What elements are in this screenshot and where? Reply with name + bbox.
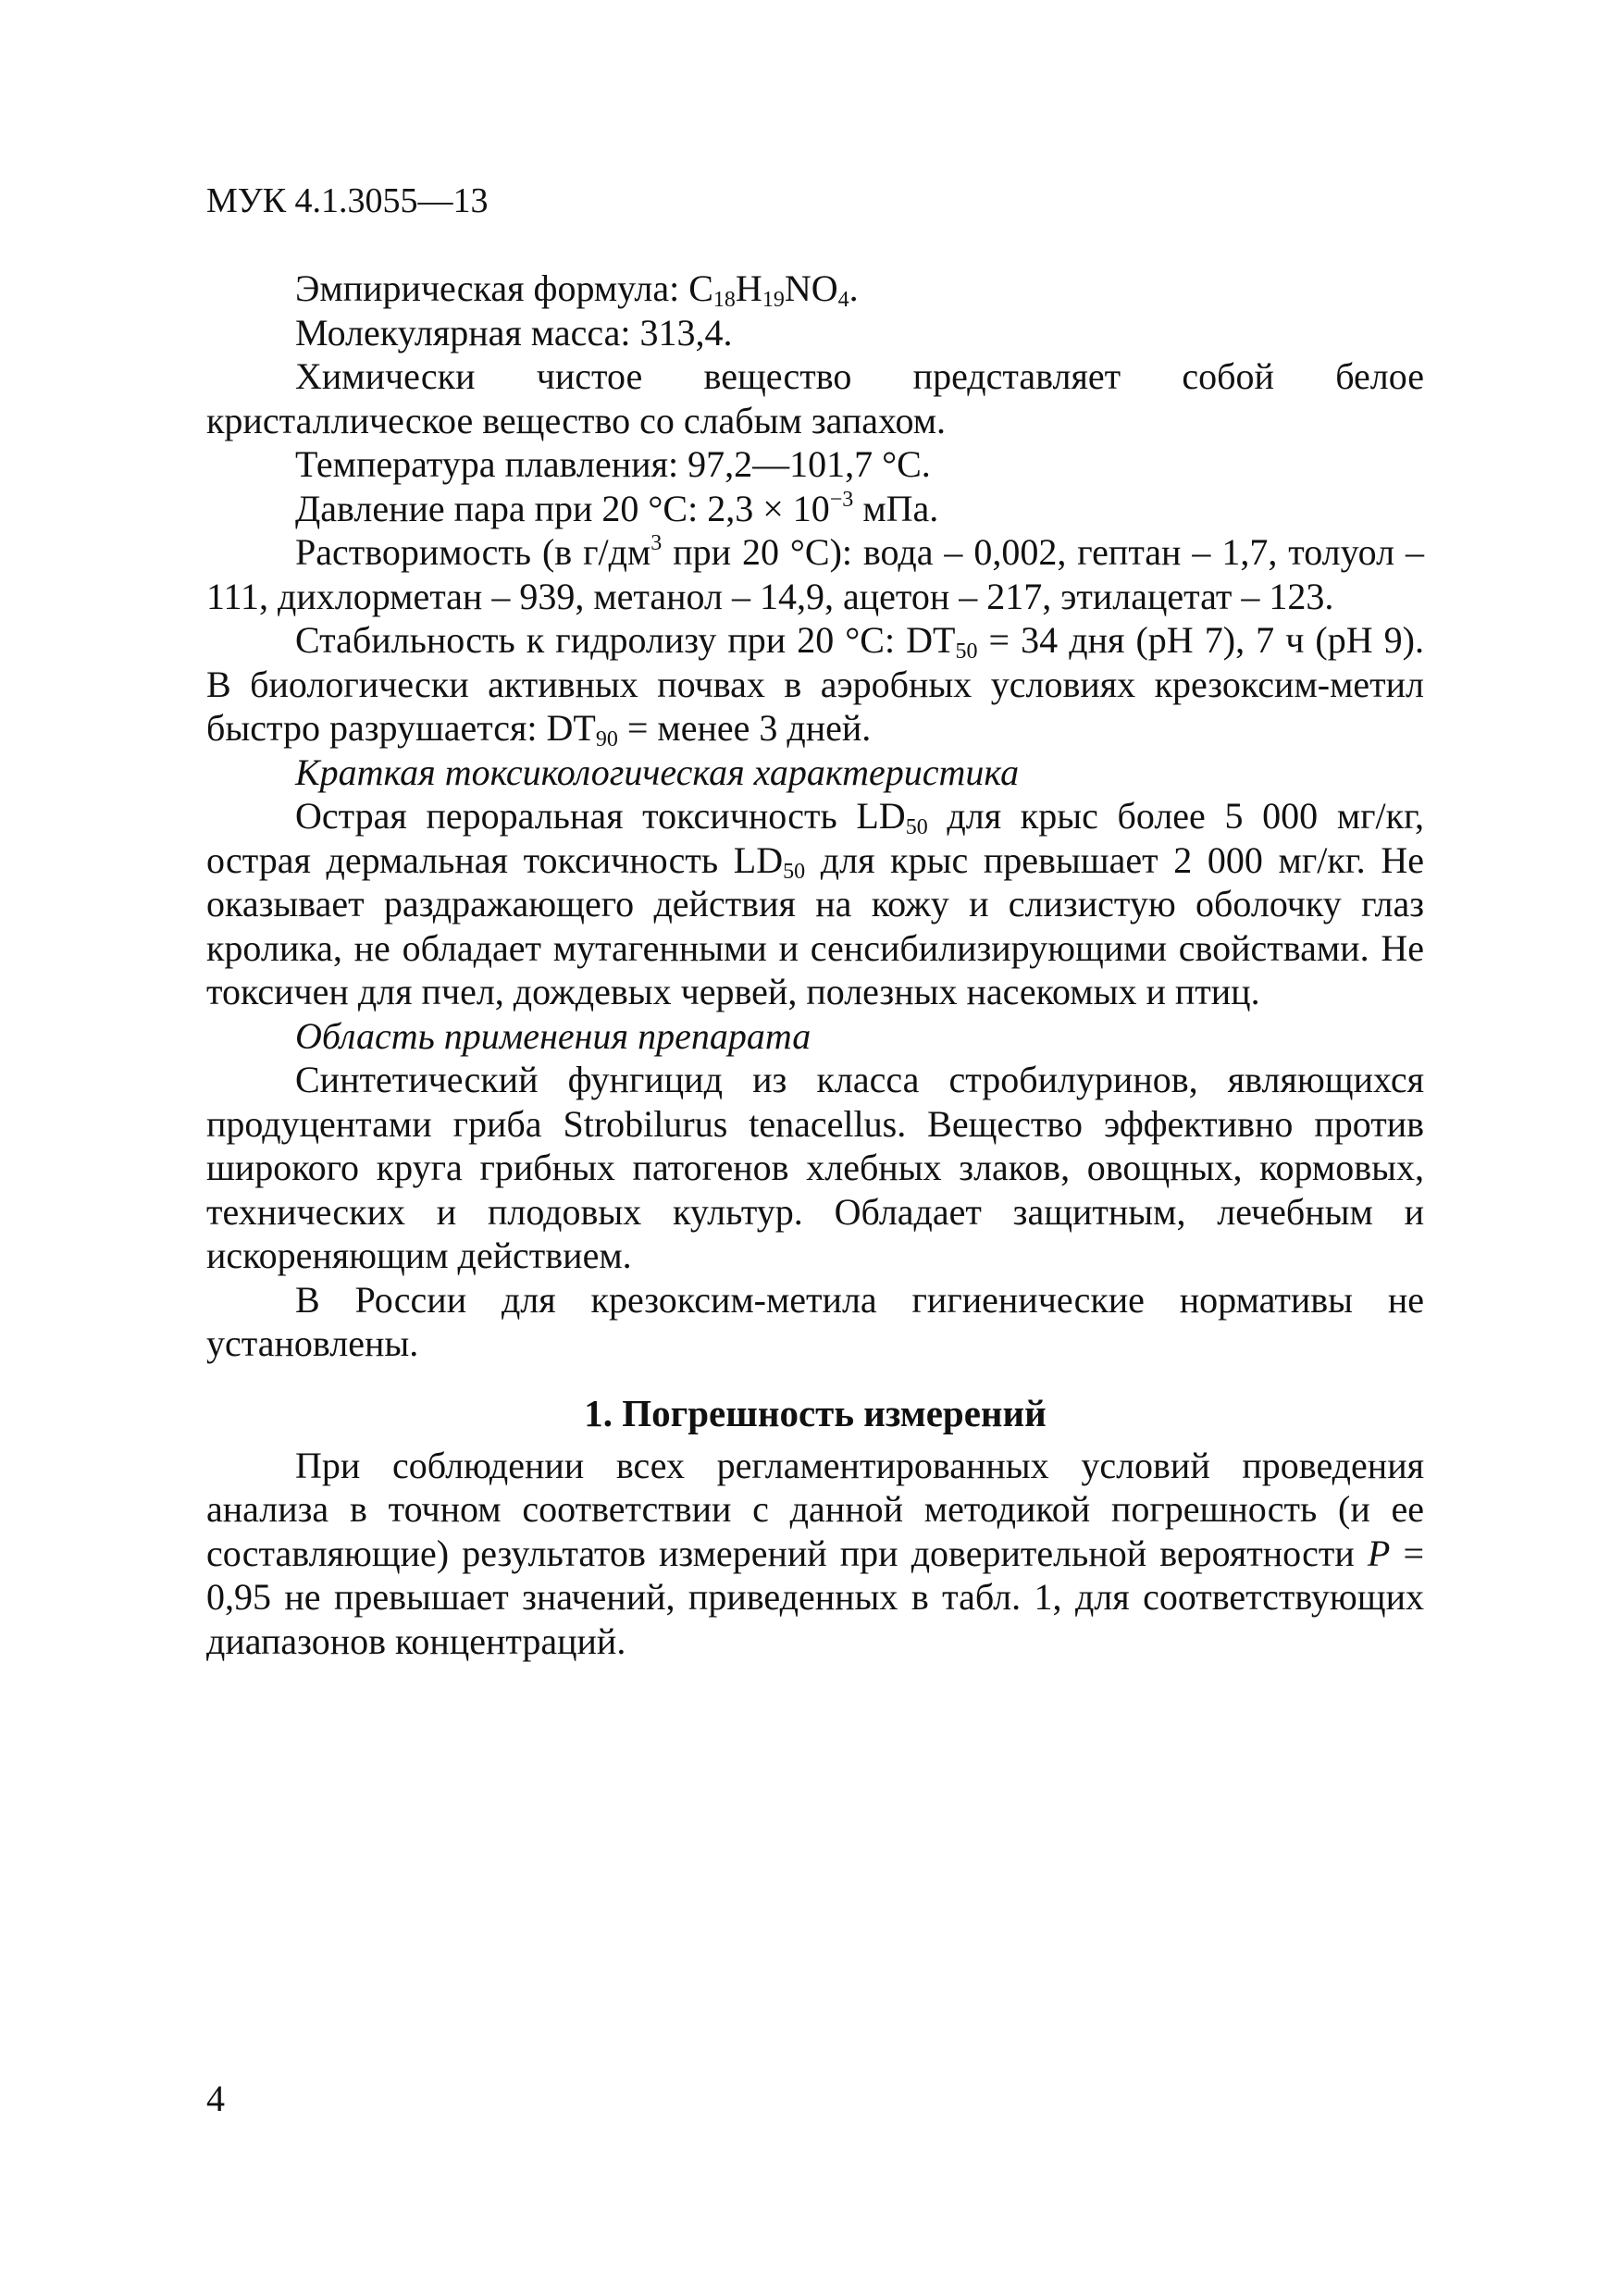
- document-code-header: МУК 4.1.3055—13: [206, 181, 489, 220]
- application-text: Синтетический фунгицид из класса стробилуринов, являющихся продуцентами гриба Strobilurus tenacellus. Вещество эффективно против широкого круга грибных патогенов хлебных злаков, овощных, кормовых, технических и плодовых культур. Обладает защитным, лечебным и искореняющим действием.: [206, 1059, 1424, 1276]
- substance-description: Химически чистое вещество представляет собой белое кристаллическое вещество со слабым запахом.: [206, 355, 1424, 441]
- russia-standards-note: В России для крезоксим-метила гигиенические нормативы не установлены.: [206, 1278, 1424, 1364]
- toxicology-heading: Краткая токсикологическая характеристика: [295, 751, 1020, 793]
- measurement-error-text: При соблюдении всех регламентированных условий проведения анализа в точном соответствии с данной методикой погрешность (и ее составляющие) результатов измерений при доверительной вероятности P = 0,95 не превышает значений, приведенных в табл. 1, для соответствующих диапазонов концентраций.: [206, 1444, 1424, 1662]
- vapor-pressure: Давление пара при 20 °С: $2,3 \times 10^{-3}$ мПа.: [295, 487, 939, 529]
- toxicology-text: Острая пероральная токсичность $LD_{50}$ для крыс более 5 000 мг/кг, острая дермальная токсичность $LD_{50}$ для крыс превышает 2 000 мг/кг. Не оказывает раздражающего действия на кожу и слизистую оболочку глаз кролика, не обладает мутагенными и сенсибилизирующими свойствами. Не токсичен для пчел, дождевых червей, полезных насекомых и птиц.: [206, 795, 1425, 1012]
- page-number: 4: [206, 2078, 225, 2119]
- hydrolysis-stability: Стабильность к гидролизу при 20 °С: $DT_{50} = 34$ дня (рН 7), 7 ч (рН 9). В биологически активных почвах в аэробных условиях крезоксим-метил быстро разрушается: $DT_{90}$ = менее 3 дней.: [206, 619, 1424, 751]
- document-body: [206, 267, 1424, 1663]
- application-heading: Область применения препарата: [295, 1014, 812, 1057]
- molar-mass: Молекулярная масса: 313,4.: [295, 311, 733, 354]
- solubility: Растворимость (в $г/дм^3$ при 20 °С): вода – 0,002, гептан – 1,7, толуол – 111, дихлорметан – 939, метанол – 14,9, ацетон – 217, этилацетат – 123.: [206, 531, 1424, 617]
- section-title-measurement-error: 1. Погрешность измерений: [584, 1391, 1047, 1434]
- empirical-formula: Эмпирическая формула: $C_{18}H_{19}NO_4$.: [295, 267, 859, 312]
- melting-point: Температура плавления: 97,2—101,7 °С.: [295, 443, 931, 485]
